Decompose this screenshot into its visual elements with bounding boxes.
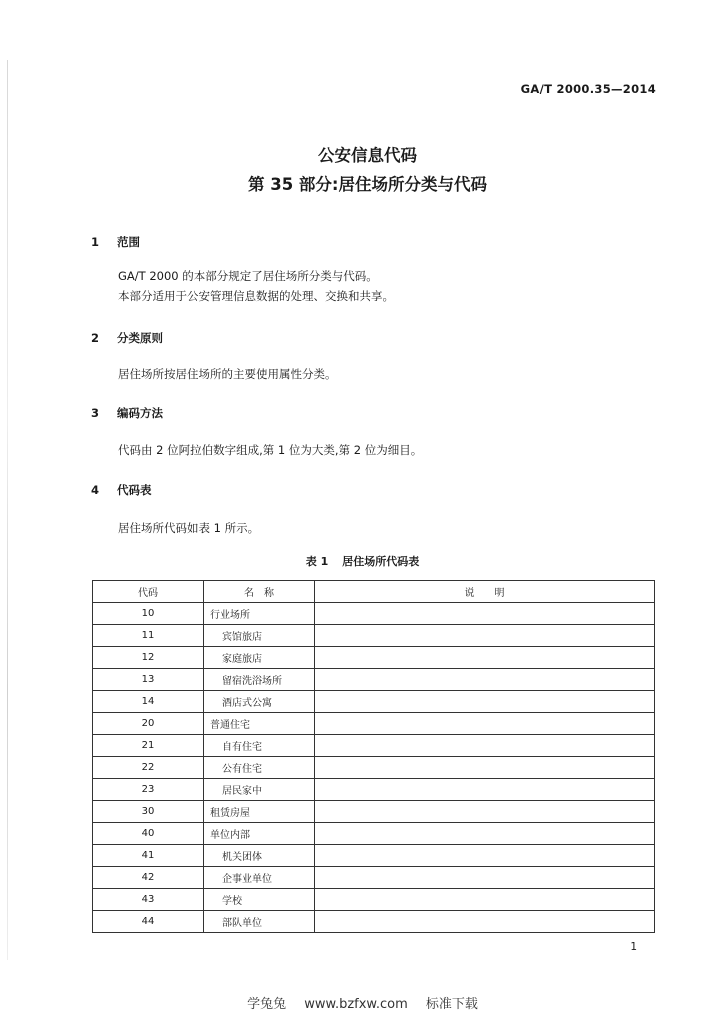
row-name-cell [204, 867, 315, 889]
row-name-cell [204, 845, 315, 867]
row-code: 11 [93, 625, 204, 647]
code-table [92, 580, 655, 933]
row-desc [315, 845, 655, 867]
section-principle-body [118, 364, 337, 384]
row-desc [315, 801, 655, 823]
row-desc [315, 889, 655, 911]
row-name: 机关团体 [222, 852, 262, 863]
section-scope-body [118, 266, 394, 306]
table-row [93, 845, 655, 867]
header-name: 名 称 [204, 581, 315, 603]
section-title: 范围 [117, 235, 140, 249]
row-desc [315, 625, 655, 647]
row-desc [315, 603, 655, 625]
row-name-cell [204, 757, 315, 779]
paragraph: GA/T 2000 的本部分规定了居住场所分类与代码。 [118, 269, 378, 283]
table-row [93, 713, 655, 735]
table-row [93, 867, 655, 889]
row-code: 21 [93, 735, 204, 757]
title-line-1: 公安信息代码 [318, 146, 417, 165]
section-method-body [118, 440, 422, 460]
row-desc [315, 779, 655, 801]
table-row [93, 889, 655, 911]
table-caption-label: 表 1 [305, 555, 329, 568]
table-caption-title: 居住场所代码表 [342, 555, 420, 568]
row-name-cell [204, 691, 315, 713]
section-heading-principle [91, 330, 163, 346]
row-name: 学校 [222, 896, 242, 907]
row-code: 43 [93, 889, 204, 911]
row-desc [315, 647, 655, 669]
row-name: 居民家中 [222, 786, 262, 797]
row-name-cell [204, 713, 315, 735]
row-name: 普通住宅 [210, 720, 250, 731]
footer-watermark [0, 993, 725, 1012]
section-heading-code-table [91, 482, 152, 498]
row-code: 22 [93, 757, 204, 779]
document-title [0, 143, 725, 198]
section-number: 1 [91, 235, 100, 249]
row-code: 10 [93, 603, 204, 625]
row-name: 企事业单位 [222, 874, 272, 885]
row-desc [315, 867, 655, 889]
row-code: 12 [93, 647, 204, 669]
row-name-cell [204, 911, 315, 933]
row-name-cell [204, 823, 315, 845]
section-heading-method [91, 405, 163, 421]
row-code: 40 [93, 823, 204, 845]
row-desc [315, 735, 655, 757]
section-number: 2 [91, 331, 100, 345]
page-number: 1 [630, 941, 637, 953]
row-desc [315, 757, 655, 779]
row-name: 单位内部 [210, 830, 250, 841]
row-code: 23 [93, 779, 204, 801]
table-row [93, 757, 655, 779]
row-desc [315, 911, 655, 933]
section-code-table-body [118, 518, 259, 538]
table-row [93, 625, 655, 647]
header-desc: 说 明 [315, 581, 655, 603]
section-title: 分类原则 [117, 331, 163, 345]
row-name-cell [204, 889, 315, 911]
row-name: 家庭旅店 [222, 654, 262, 665]
section-title: 编码方法 [117, 406, 163, 420]
row-name: 部队单位 [222, 918, 262, 929]
row-code: 13 [93, 669, 204, 691]
paragraph: 代码由 2 位阿拉伯数字组成,第 1 位为大类,第 2 位为细目。 [118, 443, 423, 457]
row-name: 宾馆旅店 [222, 632, 262, 643]
table-row [93, 691, 655, 713]
row-code: 14 [93, 691, 204, 713]
table-caption [0, 553, 725, 569]
standard-code: GA/T 2000.35—2014 [520, 82, 656, 96]
paragraph: 居住场所代码如表 1 所示。 [118, 521, 260, 535]
table-header-row [93, 581, 655, 603]
row-name-cell [204, 801, 315, 823]
table-row [93, 911, 655, 933]
table-row [93, 603, 655, 625]
row-name-cell [204, 669, 315, 691]
row-code: 30 [93, 801, 204, 823]
title-line-2: 第 35 部分:居住场所分类与代码 [247, 175, 488, 194]
section-heading-scope [91, 234, 140, 250]
table-row [93, 801, 655, 823]
paragraph: 居住场所按居住场所的主要使用属性分类。 [118, 367, 337, 381]
row-desc [315, 669, 655, 691]
row-desc [315, 823, 655, 845]
row-name-cell [204, 735, 315, 757]
footer-site-name: 学兔兔 [247, 997, 287, 1012]
row-name: 公有住宅 [222, 764, 262, 775]
table-row [93, 735, 655, 757]
row-name: 租赁房屋 [210, 808, 250, 819]
row-code: 41 [93, 845, 204, 867]
row-name: 行业场所 [210, 610, 250, 621]
row-code: 44 [93, 911, 204, 933]
section-title: 代码表 [117, 483, 152, 497]
row-name-cell [204, 603, 315, 625]
row-name-cell [204, 647, 315, 669]
section-number: 4 [91, 483, 100, 497]
footer-tagline: 标准下载 [425, 997, 478, 1012]
paragraph: 本部分适用于公安管理信息数据的处理、交换和共享。 [118, 289, 394, 303]
table-body [93, 603, 655, 933]
table-row [93, 823, 655, 845]
table-row [93, 779, 655, 801]
row-code: 42 [93, 867, 204, 889]
table-row [93, 669, 655, 691]
row-name-cell [204, 625, 315, 647]
row-name: 酒店式公寓 [222, 698, 272, 709]
footer-url: www.bzfxw.com [304, 997, 408, 1012]
row-code: 20 [93, 713, 204, 735]
section-number: 3 [91, 406, 100, 420]
row-name: 自有住宅 [222, 742, 262, 753]
header-code: 代码 [93, 581, 204, 603]
row-desc [315, 713, 655, 735]
row-desc [315, 691, 655, 713]
row-name-cell [204, 779, 315, 801]
row-name: 留宿洗浴场所 [222, 676, 282, 687]
table-row [93, 647, 655, 669]
